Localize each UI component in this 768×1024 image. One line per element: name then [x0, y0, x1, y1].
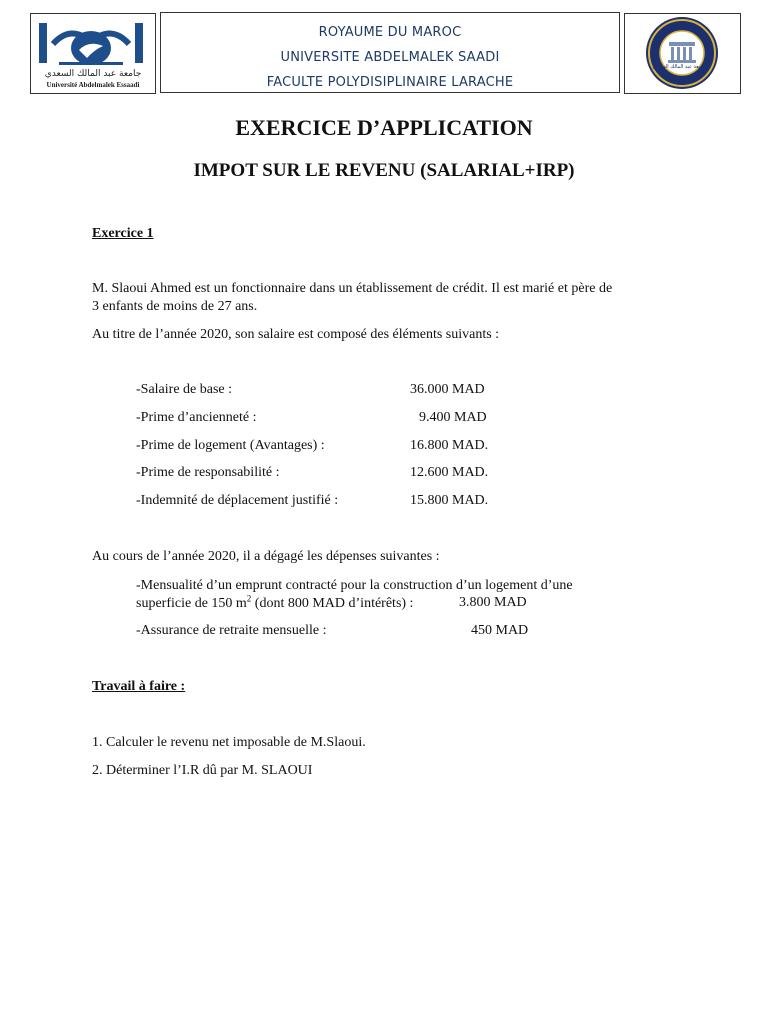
salary-item-label: -Salaire de base : [136, 382, 233, 397]
document-subtitle: IMPOT SUR LE REVENU (SALARIAL+IRP) [193, 160, 575, 181]
intro-line-1: M. Slaoui Ahmed est un fonctionnaire dans un établissement de crédit. Il est marié et père de [92, 281, 613, 296]
work-heading: Travail à faire : [92, 679, 186, 694]
salary-item-label: -Prime de responsabilité : [136, 465, 280, 480]
seal-arabic-text: جامعة عبد المالك السعدي [652, 64, 706, 70]
expense-1-line-1: -Mensualité d’un emprunt contracté pour la construction d’un logement d’une [136, 578, 573, 593]
salary-intro: Au titre de l’année 2020, son salaire est composé des éléments suivants : [92, 327, 500, 342]
institution-header [160, 12, 620, 93]
expense-2-value: 450 MAD [471, 623, 529, 638]
salary-item-label: -Indemnité de déplacement justifié : [136, 493, 339, 508]
expenses-intro: Au cours de l’année 2020, il a dégagé les dépenses suivantes : [92, 549, 440, 564]
salary-item-value: 15.800 MAD. [410, 493, 489, 508]
salary-item-label: -Prime de logement (Avantages) : [136, 438, 325, 453]
faculty-seal-icon [625, 14, 740, 93]
salary-item-value: 16.800 MAD. [410, 438, 489, 453]
expense-1-line-2 [136, 595, 413, 612]
salary-item-value: 9.400 MAD [419, 410, 487, 425]
expense-1-text-a: superficie de 150 m [136, 596, 247, 611]
salary-item-label: -Prime d’ancienneté : [136, 410, 257, 425]
task-item: 1. Calculer le revenu net imposable de M.Slaoui. [92, 735, 366, 750]
header-faculty: FACULTE POLYDISIPLINAIRE LARACHE [266, 75, 514, 90]
header-kingdom: ROYAUME DU MAROC [318, 25, 462, 40]
expense-1-text-b: (dont 800 MAD d’intérêts) : [251, 596, 414, 611]
logo-latin-text: Université Abdelmalek Essaadi [46, 81, 140, 89]
expense-1-value: 3.800 MAD [459, 595, 527, 610]
exercise-heading: Exercice 1 [92, 226, 154, 241]
salary-item-value: 36.000 MAD [410, 382, 485, 397]
expense-2-label: -Assurance de retraite mensuelle : [136, 623, 327, 638]
document-title: EXERCICE D’APPLICATION [235, 115, 533, 140]
header-university: UNIVERSITE ABDELMALEK SAADI [280, 50, 500, 65]
task-item: 2. Déterminer l’I.R dû par M. SLAOUI [92, 763, 313, 778]
intro-line-2: 3 enfants de moins de 27 ans. [92, 299, 258, 314]
square-meter-superscript: 2 [246, 593, 252, 604]
faculty-logo-right [624, 13, 741, 94]
university-logo-left [30, 13, 156, 94]
logo-arabic-text: جامعة عبد المالك السعدي [44, 69, 142, 79]
salary-item-value: 12.600 MAD. [410, 465, 489, 480]
